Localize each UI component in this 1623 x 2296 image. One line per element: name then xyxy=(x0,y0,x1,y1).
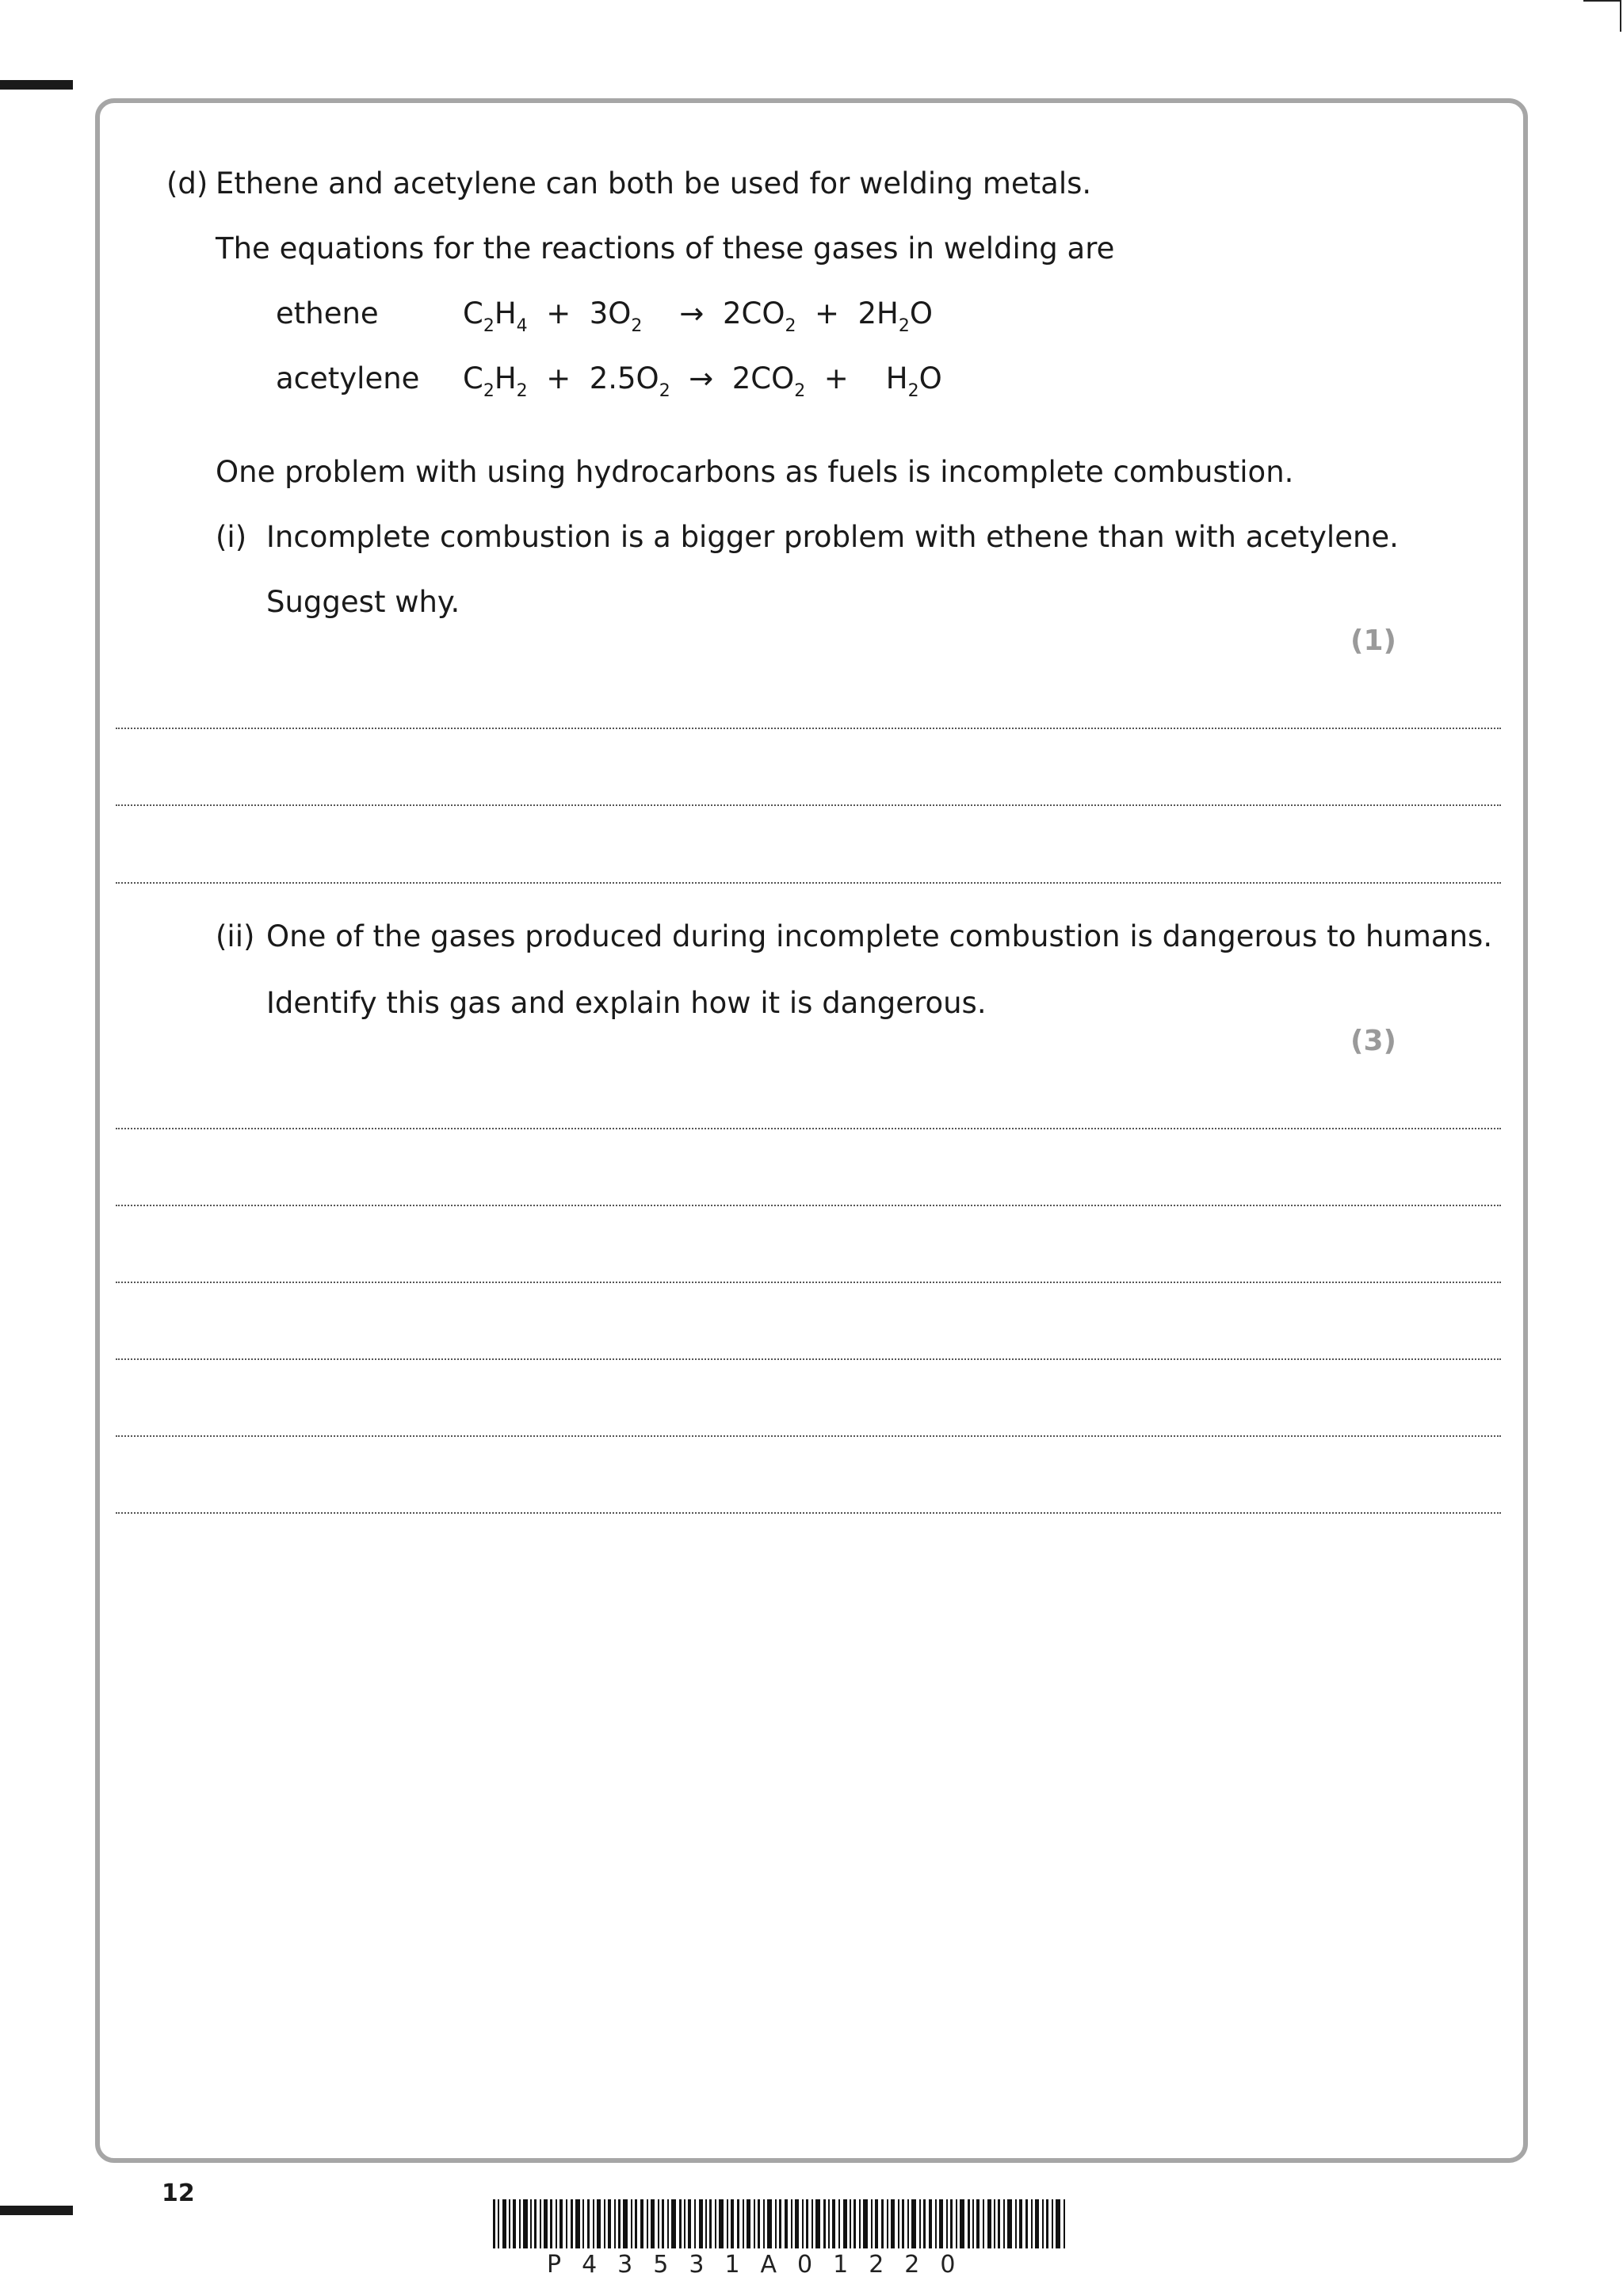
equations-intro: The equations for the reactions of these gases in welding are xyxy=(216,231,1115,266)
answer-line[interactable] xyxy=(116,1282,1501,1283)
equation-name-ethene: ethene xyxy=(276,296,379,330)
part-ii-instruction: Identify this gas and explain how it is dangerous. xyxy=(266,986,987,1020)
answer-line[interactable] xyxy=(116,882,1501,884)
equation-name-acetylene: acetylene xyxy=(276,361,420,395)
part-i-label: (i) xyxy=(216,520,247,554)
registration-mark-top xyxy=(0,80,73,90)
barcode-text: P43531A01220 xyxy=(547,2251,976,2279)
answer-line[interactable] xyxy=(116,1512,1501,1514)
answer-line[interactable] xyxy=(116,728,1501,729)
part-i-marks: (1) xyxy=(1350,625,1396,657)
equation-ethene: $C_2H_4 + 3O_2$ → $2CO_2 + 2H_2O$ xyxy=(463,296,934,336)
equation-acetylene: $C_2H_2 + 2.5O_2 \to 2CO_2$ + $H_2O$ xyxy=(463,361,942,401)
part-i-text: Incomplete combustion is a bigger problem with ethene than with acetylene. xyxy=(266,520,1399,554)
answer-line[interactable] xyxy=(116,1128,1501,1129)
part-ii-text: One of the gases produced during incomplete combustion is dangerous to humans. xyxy=(266,919,1493,953)
page-number: 12 xyxy=(162,2179,195,2207)
question-label: (d) xyxy=(166,166,208,201)
crop-mark-horizontal xyxy=(1583,0,1621,2)
barcode xyxy=(491,2199,1125,2248)
part-ii-marks: (3) xyxy=(1350,1025,1396,1057)
problem-statement: One problem with using hydrocarbons as fuels is incomplete combustion. xyxy=(216,455,1294,489)
registration-mark-bottom xyxy=(0,2206,73,2215)
answer-line[interactable] xyxy=(116,1205,1501,1206)
answer-line[interactable] xyxy=(116,1435,1501,1437)
part-ii-label: (ii) xyxy=(216,919,255,953)
question-frame xyxy=(95,98,1528,2163)
answer-line[interactable] xyxy=(116,804,1501,806)
crop-mark-vertical xyxy=(1620,0,1621,32)
part-i-instruction: Suggest why. xyxy=(266,585,460,619)
question-intro: Ethene and acetylene can both be used for welding metals. xyxy=(216,166,1092,201)
answer-line[interactable] xyxy=(116,1358,1501,1360)
